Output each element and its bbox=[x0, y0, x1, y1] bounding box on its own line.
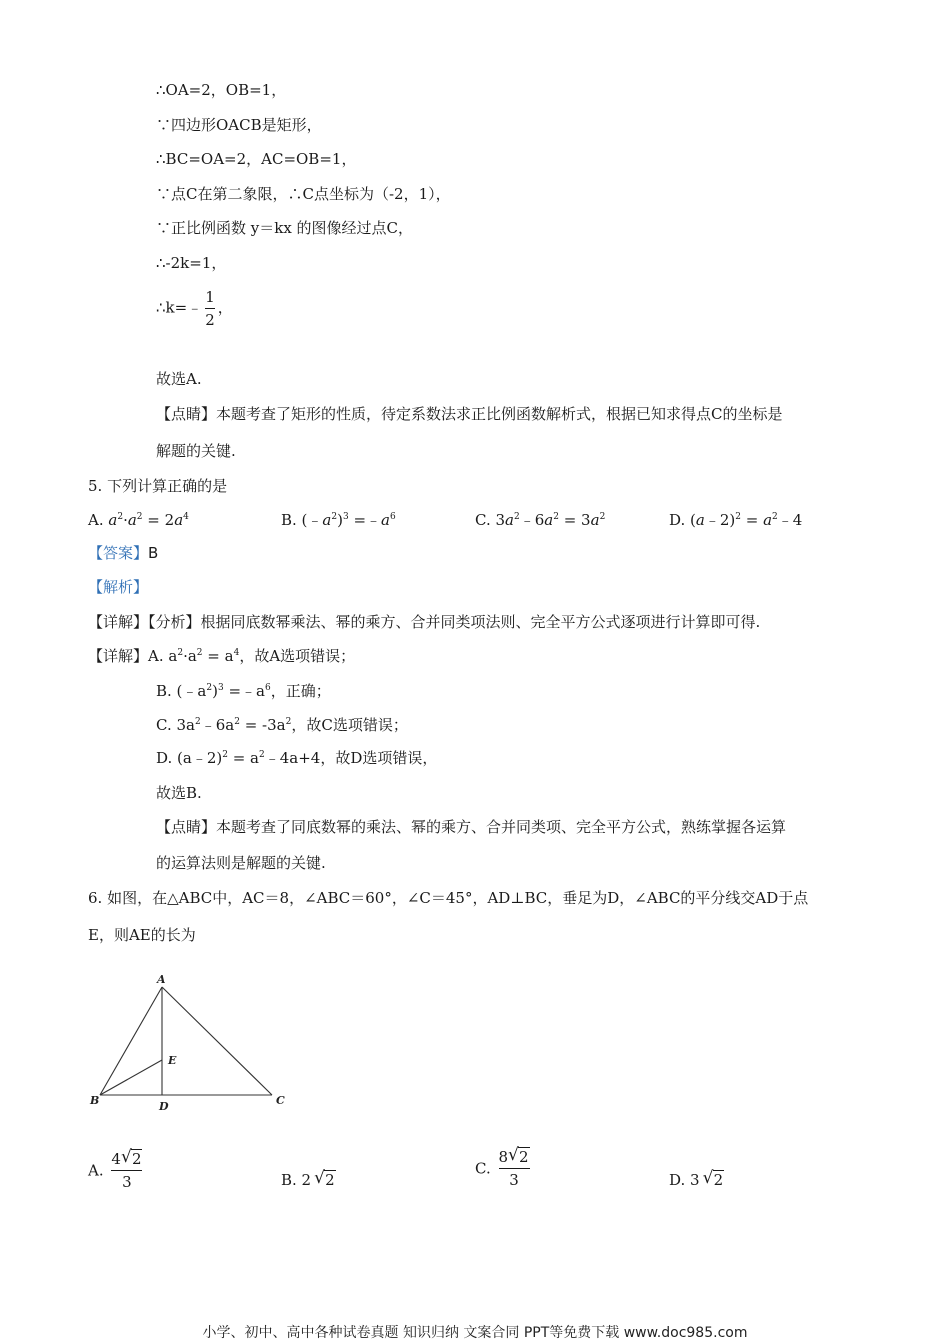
q5-detail-1 bbox=[88, 612, 760, 632]
q6-option-d bbox=[669, 1170, 724, 1190]
solution-line-2: ∵四边形OACB是矩形， bbox=[156, 116, 322, 134]
q6-stem-line-1: 6. 如图，在△ABC中，AC＝8，∠ABC＝60°，∠C＝45°，AD⊥BC，垂足为D，∠ABC的平分线交AD于点 bbox=[88, 889, 809, 907]
q6-option-b bbox=[281, 1170, 336, 1190]
solution-line-5: ∵正比例函数 y＝kx 的图像经过点C， bbox=[156, 219, 414, 237]
side-ab bbox=[100, 987, 162, 1095]
side-ac bbox=[162, 987, 272, 1095]
radicand: 2 bbox=[325, 1171, 335, 1189]
option-label: C. bbox=[475, 1159, 491, 1178]
solution-line-8: 故选A. bbox=[156, 370, 202, 388]
page-footer: 小学、初中、高中各种试卷真题 知识归纳 文案合同 PPT等免费下载 www.doc985.com bbox=[202, 1325, 748, 1341]
solution-line-1: ∴OA=2，OB=1， bbox=[156, 81, 287, 99]
radicand: 2 bbox=[131, 1150, 142, 1168]
answer-value: B bbox=[148, 544, 159, 562]
q5-analysis-tag: 【解析】 bbox=[88, 578, 149, 596]
q5-option-b: B. $(﹣a^2)^3$ $=﹣a^6$ bbox=[281, 511, 396, 529]
solution-line-3: ∴BC=OA=2，AC=OB=1， bbox=[156, 150, 357, 168]
option-label: D. 3 bbox=[669, 1171, 700, 1189]
q5-solution-d: D. (a﹣2)$^2$ = $a^2﹣4a+4$，故D选项错误， bbox=[156, 749, 438, 767]
comment-text: 本题考查了矩形的性质，待定系数法求正比例函数解析式，根据已知求得点C的坐标是 bbox=[216, 405, 783, 423]
q5-choose: 故选B. bbox=[156, 784, 202, 802]
radicand: 2 bbox=[519, 1148, 529, 1166]
label-c: C bbox=[276, 1094, 285, 1107]
q5-solution-b: B. $(﹣a^2)^3$ $=﹣a^6$，正确； bbox=[156, 682, 331, 700]
radicand: 2 bbox=[713, 1171, 724, 1189]
solution-line-6: ∴-2k=1， bbox=[156, 254, 227, 272]
sqrt: √ 2 bbox=[314, 1168, 335, 1189]
label-e: E bbox=[168, 1054, 177, 1067]
label-a: A bbox=[157, 973, 166, 986]
comment-tag: 【点睛】 bbox=[156, 818, 217, 836]
answer-tag: 【答案】 bbox=[88, 544, 149, 562]
denominator: 3 bbox=[509, 1171, 519, 1189]
solution-b-tail: ，正确； bbox=[270, 682, 331, 700]
q5-solution-c: C. $3a^2﹣6a^2 = -3a^2$，故C选项错误； bbox=[156, 716, 408, 734]
q5-option-a: A. $a^2\cdot a^2 = 2a^4$ bbox=[88, 511, 189, 529]
solution-d-tail: ，故D选项错误， bbox=[320, 749, 438, 767]
q6-stem-line-2: E，则AE的长为 bbox=[88, 926, 196, 944]
q5-option-d: D. (a﹣2)$^2$ = $a^2﹣4$ bbox=[669, 511, 803, 529]
denominator: 3 bbox=[122, 1173, 132, 1191]
triangle-figure bbox=[80, 965, 300, 1115]
option-label: A. bbox=[88, 1161, 104, 1180]
detail-text: 根据同底数幂乘法、幂的乘方、合并同类项法则、完全平方公式逐项进行计算即可得. bbox=[200, 613, 761, 631]
q6-option-c bbox=[475, 1146, 533, 1191]
sqrt: √ 2 bbox=[508, 1145, 529, 1166]
sqrt: √ 2 bbox=[702, 1168, 724, 1189]
q5-comment-1 bbox=[156, 817, 786, 837]
comment-text: 本题考查了同底数幂的乘法、幂的乘方、合并同类项、完全平方公式，熟练掌握各运算 bbox=[216, 818, 787, 836]
k-equals: ∴k=﹣ bbox=[156, 298, 203, 317]
fraction bbox=[499, 1146, 530, 1191]
q5-comment-2: 的运算法则是解题的关键. bbox=[156, 854, 326, 872]
solution-c-tail: ，故C选项错误； bbox=[291, 716, 408, 734]
bisector-be bbox=[100, 1060, 162, 1095]
q5-answer bbox=[88, 543, 158, 563]
detail-tag: 【详解】【分析】 bbox=[88, 613, 201, 631]
numerator-coef: 8 bbox=[498, 1148, 509, 1166]
solution-line-4: ∵点C在第二象限，∴C点坐标为（-2，1）， bbox=[156, 185, 451, 203]
label-b: B bbox=[90, 1094, 100, 1107]
solution-line-7 bbox=[156, 286, 233, 331]
numerator-coef: 4 bbox=[111, 1150, 121, 1168]
q5-stem: 5. 下列计算正确的是 bbox=[88, 477, 228, 495]
fraction-one-half bbox=[205, 286, 215, 331]
sqrt: √ 2 bbox=[120, 1147, 142, 1168]
q5-option-c: C. $3a^2﹣6a^2 = 3a^2$ bbox=[475, 511, 606, 529]
fraction bbox=[111, 1148, 142, 1193]
solution-a-tail: ，故A选项错误； bbox=[239, 647, 356, 665]
comment-line-1 bbox=[156, 404, 783, 424]
option-label: B. 2 bbox=[281, 1171, 312, 1189]
fraction-numerator: 1 bbox=[205, 288, 215, 306]
comment-tag: 【点睛】 bbox=[156, 405, 217, 423]
fraction-denominator: 2 bbox=[205, 311, 215, 329]
detail-tag: 【详解】 bbox=[88, 647, 149, 665]
q6-option-a bbox=[88, 1148, 145, 1193]
comma: ， bbox=[217, 298, 233, 317]
comment-line-2: 解题的关键. bbox=[156, 442, 236, 460]
q5-detail-2: 【详解】A. $a^2\cdot a^2 = a^4$，故A选项错误； bbox=[88, 647, 356, 665]
label-d: D bbox=[159, 1100, 169, 1113]
